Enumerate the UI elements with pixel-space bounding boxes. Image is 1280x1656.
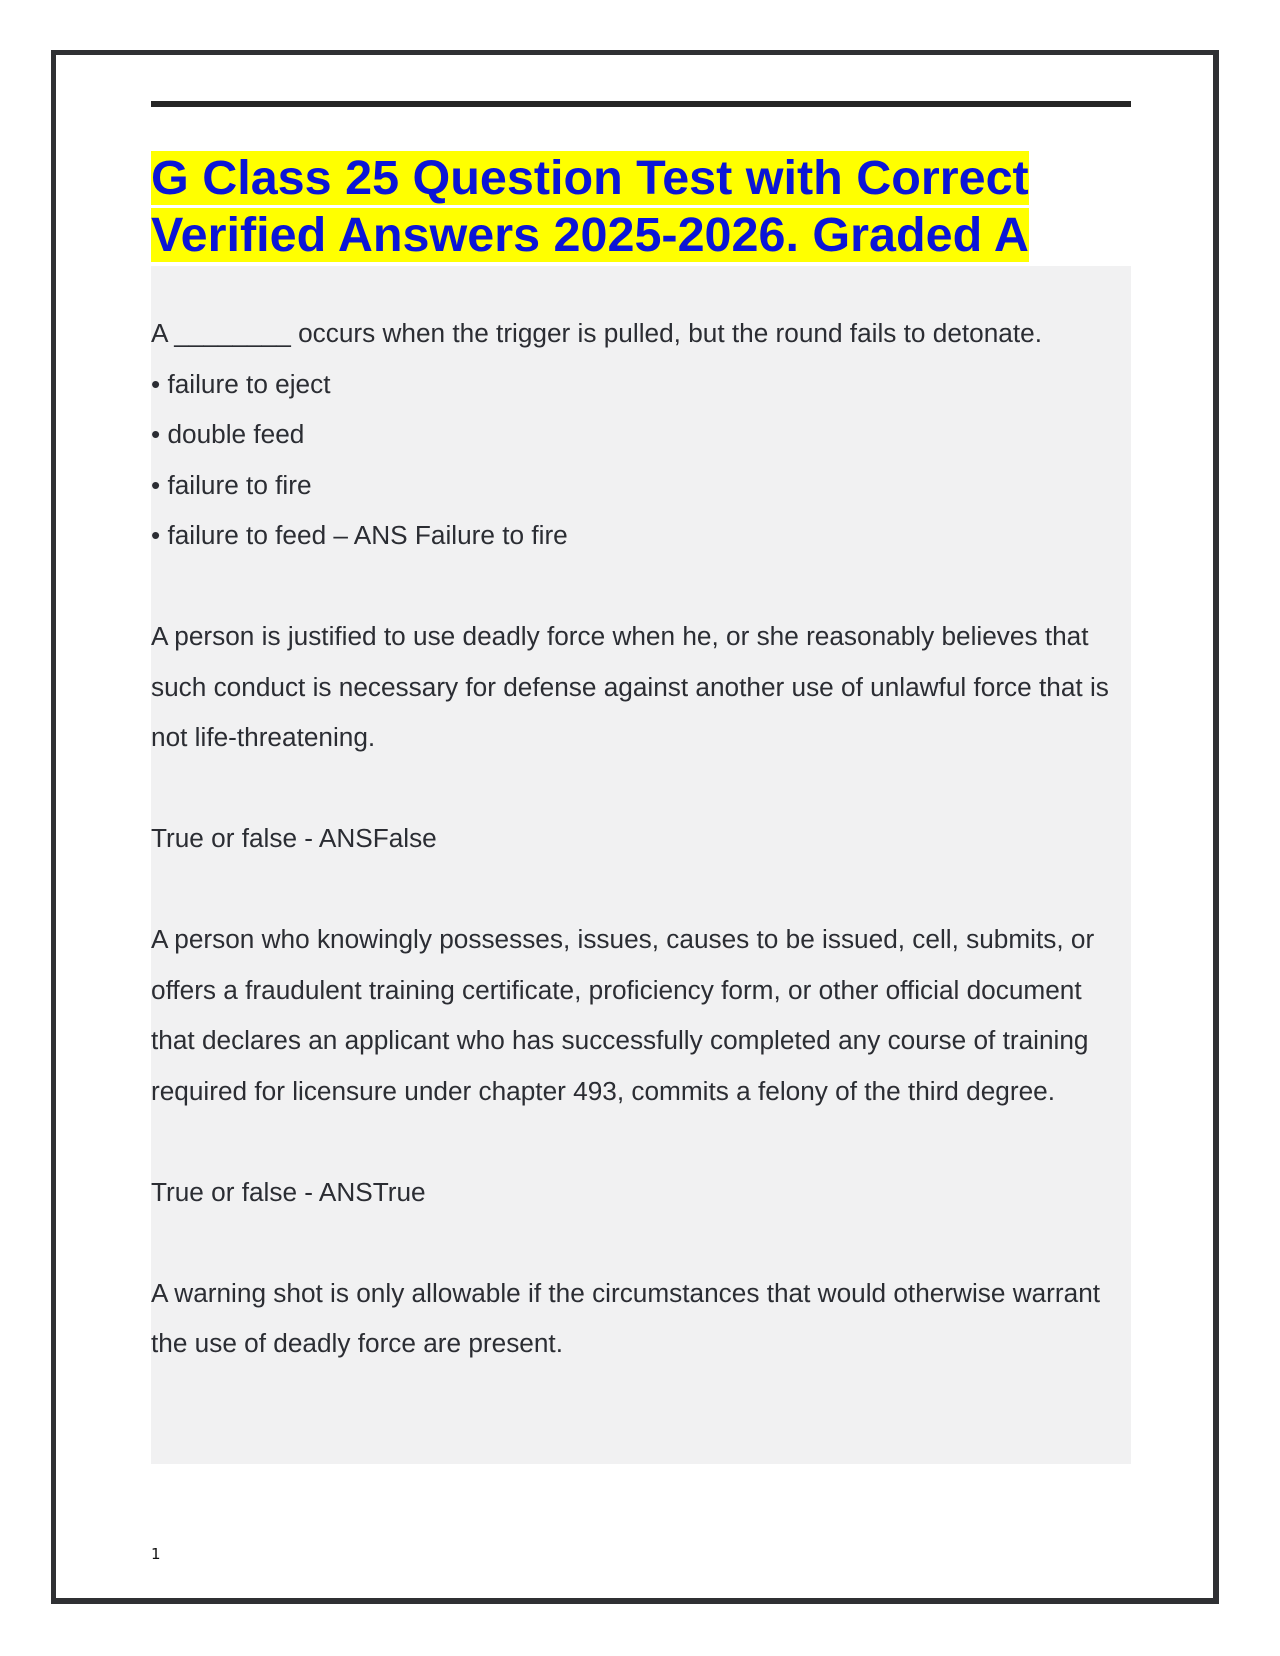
question-block: [151, 308, 1131, 561]
spacer: [151, 1217, 1131, 1268]
title-highlight: G Class 25 Question Test with Correct Verified Answers 2025-2026. Graded A: [151, 151, 1029, 262]
document-title: [151, 150, 1131, 264]
answer-option: • failure to feed – ANS Failure to fire: [151, 520, 568, 550]
question-answer: True or false - ANSFalse: [151, 823, 437, 853]
page-number: 1: [151, 1545, 161, 1563]
question-block: [151, 611, 1131, 864]
question-prompt: A warning shot is only allowable if the circumstances that would otherwise warrant the use of deadly force are present.: [151, 1277, 1101, 1358]
header-rule: [151, 101, 1131, 107]
spacer: [151, 561, 1131, 612]
answer-option: • double feed: [151, 419, 305, 449]
question-prompt: A ________ occurs when the trigger is pulled, but the round fails to detonate.: [151, 318, 1042, 348]
spacer: [151, 1116, 1131, 1167]
answer-option: • failure to fire: [151, 469, 312, 500]
spacer: [151, 763, 1131, 814]
question-prompt: A person is justified to use deadly force when he, or she reasonably believes that such conduct is necessary for defense against another use of unlawful force that is not life-threatening.: [151, 621, 1109, 752]
question-answer: True or false - ANSTrue: [151, 1176, 426, 1207]
document-body: [151, 308, 1131, 1369]
spacer: [151, 864, 1131, 915]
question-block: [151, 914, 1131, 1217]
question-prompt: A person who knowingly possesses, issues, causes to be issued, cell, submits, or offers a fraudulent training certificate, proficiency form, or other official document that declares an applicant who has successfully completed any course of training required for licensure under chapter 493, commits a felony of the third degree.: [151, 924, 1095, 1106]
answer-option: • failure to eject: [151, 368, 331, 399]
question-block: [151, 1268, 1131, 1369]
